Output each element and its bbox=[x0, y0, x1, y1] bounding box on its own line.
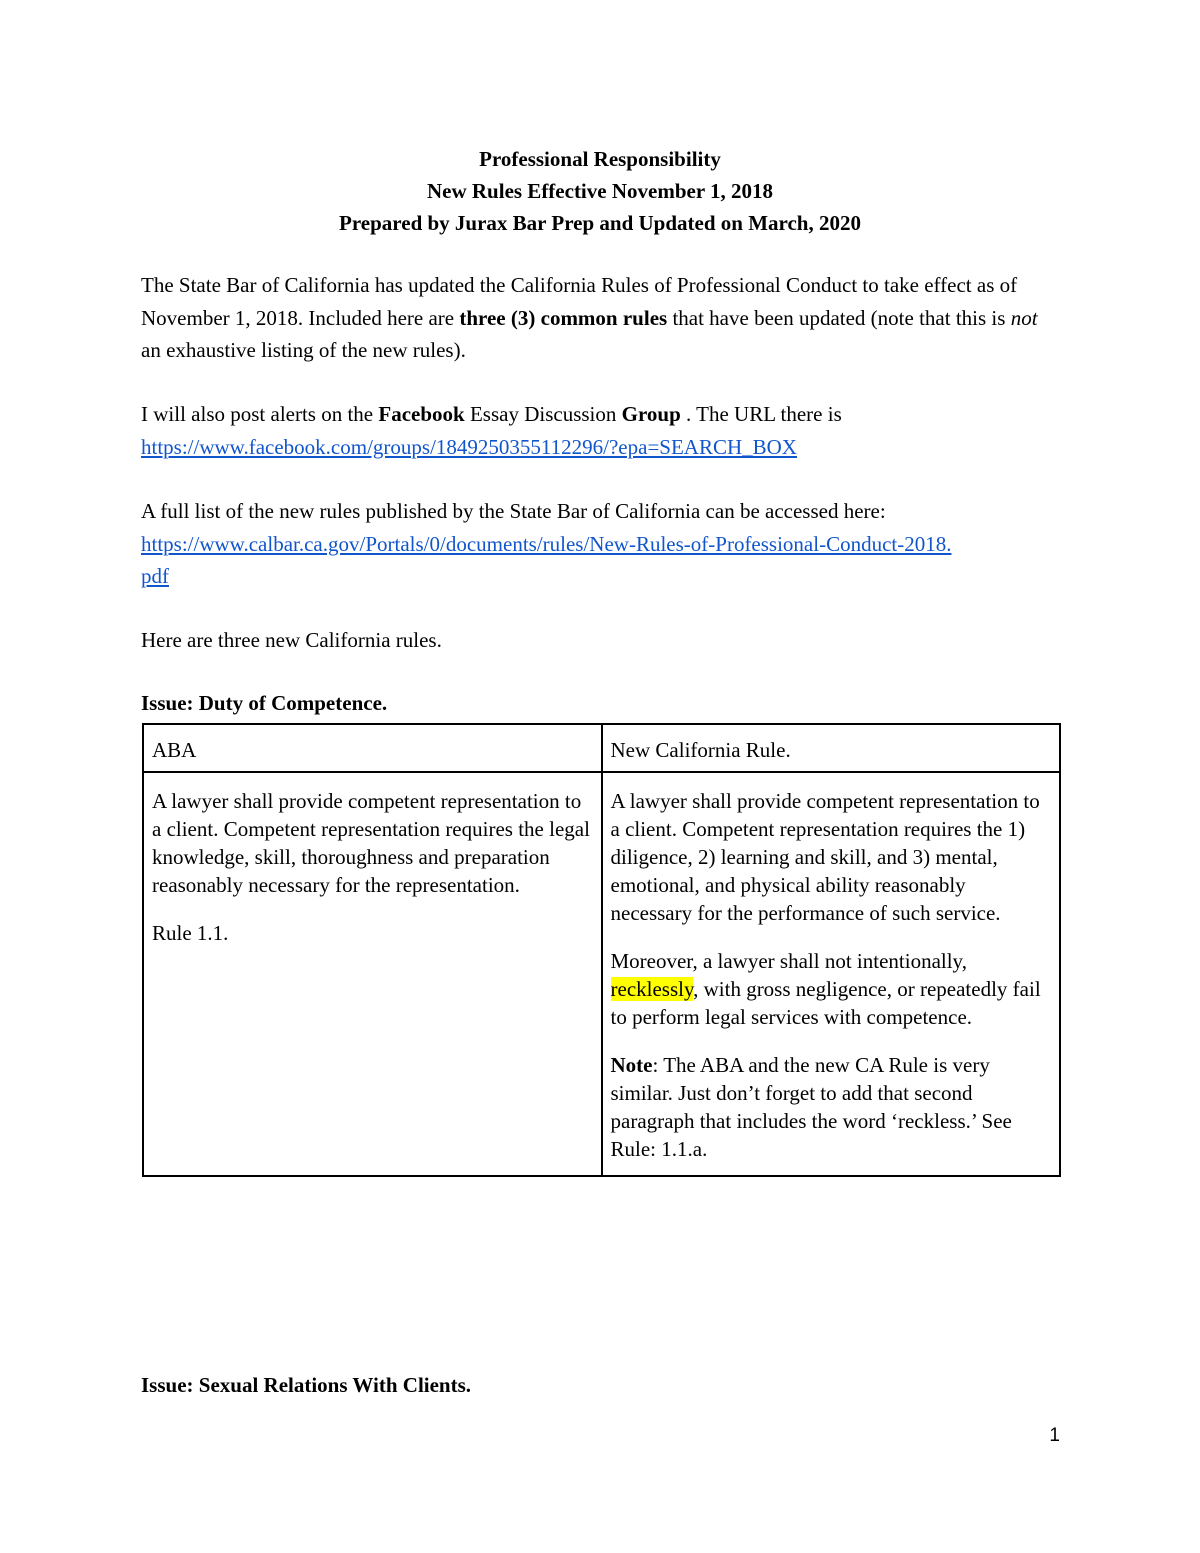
group-bold: Group bbox=[621, 402, 681, 426]
issue-duty-of-competence-heading: Issue: Duty of Competence. bbox=[141, 691, 388, 715]
competence-comparison-table bbox=[142, 723, 1061, 1177]
facebook-text-1: I will also post alerts on the bbox=[141, 402, 379, 426]
title-line-2: New Rules Effective November 1, 2018 bbox=[426, 179, 774, 203]
note-label: Note bbox=[610, 1053, 653, 1077]
calbar-link-line-1: https://www.calbar.ca.gov/Portals/0/documents/rules/New-Rules-of-Professional-Conduct-2018. bbox=[141, 531, 952, 556]
calbar-link-line-2: pdf bbox=[141, 564, 169, 588]
note-text: : The ABA and the new CA Rule is very similar. Just don’t forget to add that second paragraph that includes the word ‘reckless.’ See Rule: 1.1.a. bbox=[610, 1053, 1012, 1161]
moreover-text-1: Moreover, a lawyer shall not intentionally, bbox=[610, 949, 967, 973]
full-list-text: A full list of the new rules published by the State Bar of California can be accessed here: bbox=[141, 499, 886, 523]
aba-rule-citation: Rule 1.1. bbox=[152, 921, 229, 945]
facebook-text-3: . The URL there is bbox=[680, 402, 842, 426]
aba-rule-cell bbox=[143, 772, 602, 1176]
aba-column-header: ABA bbox=[143, 724, 602, 772]
issue-sexual-relations-heading: Issue: Sexual Relations With Clients. bbox=[141, 1373, 472, 1397]
document-title-block bbox=[0, 143, 1200, 239]
intro-bold: three (3) common rules bbox=[459, 305, 668, 330]
three-rules-text: Here are three new California rules. bbox=[141, 628, 442, 652]
table-body-row bbox=[143, 772, 1060, 1176]
facebook-text-2: Essay Discussion bbox=[464, 402, 622, 426]
intro-text-3: an exhaustive listing of the new rules). bbox=[141, 338, 466, 362]
ca-rule-cell bbox=[602, 772, 1061, 1176]
page-number: 1 bbox=[1049, 1425, 1060, 1446]
ca-rule-text: A lawyer shall provide competent representation to a client. Competent representation requires the 1) diligence, 2) learning and skill, and 3) mental, emotional, and physical ability reasonably necessary for the performance of such service. bbox=[610, 789, 1040, 925]
aba-rule-text: A lawyer shall provide competent representation to a client. Competent representation requires the legal knowledge, skill, thoroughness and preparation reasonably necessary for the representation. bbox=[152, 789, 590, 897]
moreover-text-2: , with gross negligence, or repeatedly fail to perform legal services with competence. bbox=[610, 977, 1041, 1029]
calbar-rules-link[interactable] bbox=[141, 532, 952, 589]
facebook-group-link[interactable]: https://www.facebook.com/groups/1849250355112296/?epa=SEARCH_BOX bbox=[141, 434, 797, 459]
title-line-1: Professional Responsibility bbox=[479, 147, 721, 171]
recklessly-highlight: recklessly bbox=[610, 977, 694, 1001]
facebook-bold: Facebook bbox=[378, 402, 465, 426]
intro-text-2: that have been updated (note that this is bbox=[667, 305, 1011, 330]
ca-rule-moreover bbox=[611, 947, 1052, 1031]
intro-italic: not bbox=[1010, 305, 1038, 330]
title-line-3: Prepared by Jurax Bar Prep and Updated on March, 2020 bbox=[339, 211, 861, 235]
ca-rule-note bbox=[611, 1051, 1052, 1163]
facebook-paragraph bbox=[141, 398, 1061, 463]
full-list-paragraph bbox=[141, 495, 1061, 593]
intro-text-1: The State Bar of California has updated the California Rules of Professional Conduct to take effect as of November 1, 2018. Included here are bbox=[141, 273, 1018, 330]
table-header-row bbox=[143, 724, 1060, 772]
intro-paragraph bbox=[141, 269, 1061, 367]
ca-column-header: New California Rule. bbox=[602, 724, 1061, 772]
